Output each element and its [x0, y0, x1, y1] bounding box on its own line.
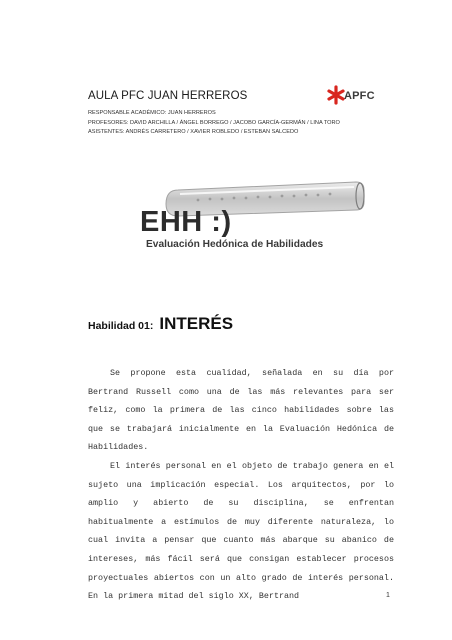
section-name: INTERÉS: [159, 314, 234, 333]
section-heading: [88, 314, 233, 334]
credits-line-responsable: RESPONSABLE ACADÉMICO: JUAN HERREROS: [88, 110, 216, 116]
credits-line-profesores: PROFESORES: DAVID ARCHILLA / ÁNGEL BORREGO / JACOBO GARCÍA-GERMÁN / LINA TORO: [88, 119, 340, 126]
section-label: Habilidad 01:: [88, 320, 154, 332]
body-text: [88, 364, 394, 606]
banner-subtitle: Evaluación Hedónica de Habilidades: [146, 239, 324, 250]
logo-text: APFC: [344, 90, 375, 102]
paragraph: El interés personal en el objeto de trabajo genera en el sujeto una implicación especial. Los arquitectos, por lo amplio y abierto de su disciplina, se enfrentan habitualmente a estímulos de muy diferente naturaleza, lo cual invita a pensar que cuanto más abarque su abanico de intereses, más fácil será que consigan establecer procesos proyectuales abiertos con un alto grado de interés personal. En la primera mitad del siglo XX, Bertrand: [88, 460, 394, 602]
ehh-banner: [118, 180, 368, 260]
banner-title: EHH :): [140, 206, 232, 238]
apfc-logo: [326, 84, 386, 106]
paragraph: Se propone esta cualidad, señalada en su día por Bertrand Russell como una de las más relevantes para ser feliz, como la primera de las cinco habilidades sobre las que se trabajará inicialmente en la Evaluación Hedónica de Habilidades.: [88, 368, 394, 453]
page-number: 1: [386, 592, 390, 599]
asterisk-icon: [326, 84, 346, 106]
course-title: AULA PFC JUAN HERREROS: [88, 90, 248, 102]
credits-line-asistentes: ASISTENTES: ANDRÉS CARRETERO / XAVIER ROBLEDO / ESTEBAN SALCEDO: [88, 129, 299, 136]
credits-block: [88, 109, 388, 138]
